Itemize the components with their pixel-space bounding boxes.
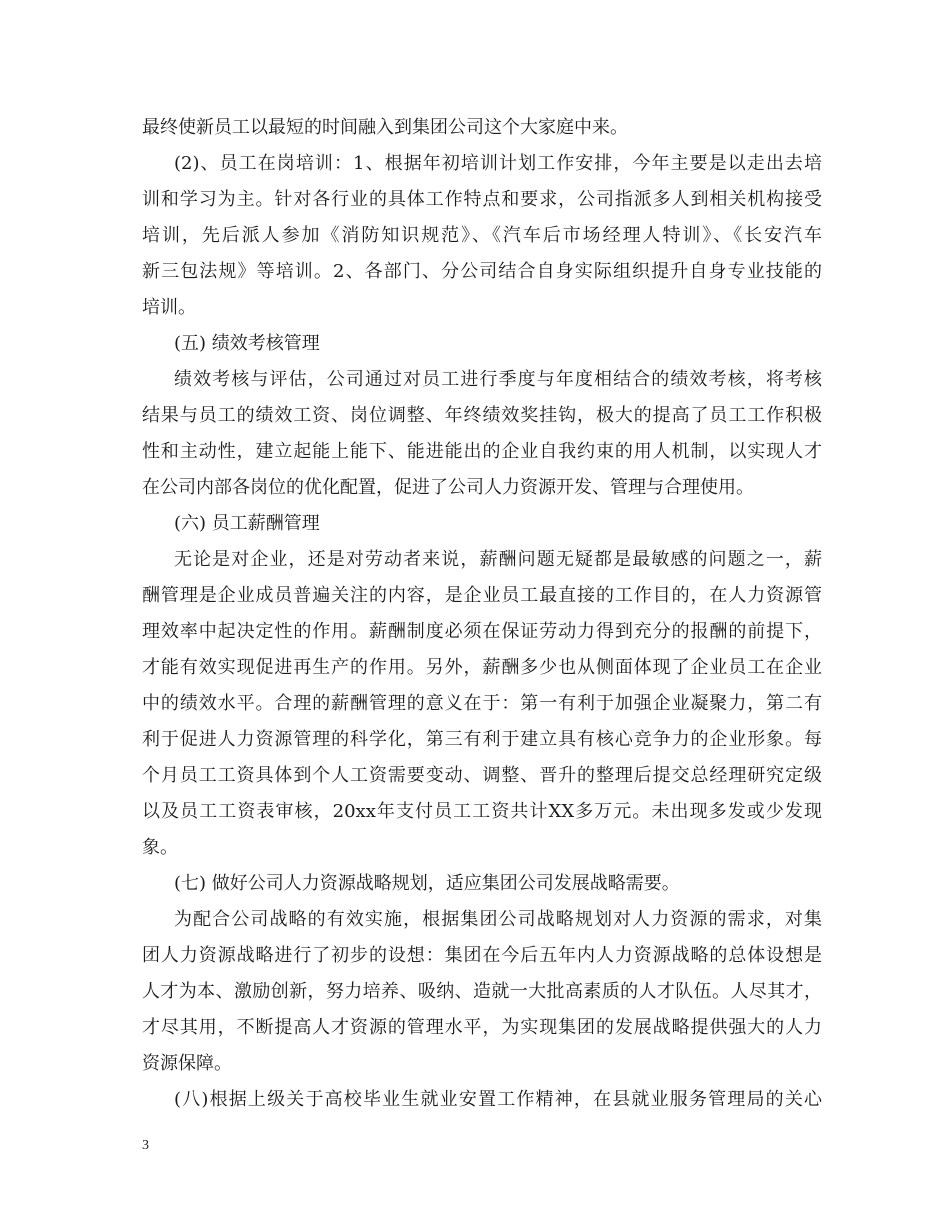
paragraph-line: 为配合公司战略的有效实施，根据集团公司战略规划对人力资源的需求，对集 [174, 909, 822, 930]
paragraph-line: 训和学习为主。针对各行业的具体工作特点和要求，公司指派多人到相关机构接受 [142, 189, 822, 210]
section-heading: (五) 绩效考核管理 [174, 333, 320, 354]
paragraph-line: 利于促进人力资源管理的科学化，第三有利于建立具有核心竞争力的企业形象。每 [142, 729, 822, 750]
paragraph-line: 绩效考核与评估，公司通过对员工进行季度与年度相结合的绩效考核，将考核 [174, 369, 822, 390]
document-body [142, 110, 822, 1118]
paragraph-line: 才能有效实现促进再生产的作用。另外，薪酬多少也从侧面体现了企业员工在企业 [142, 657, 822, 678]
paragraph-line: 培训。 [142, 297, 196, 318]
paragraph-line: 人才为本、激励创新，努力培养、吸纳、造就一大批高素质的人才队伍。人尽其才， [142, 981, 822, 1002]
paragraph-line: 结果与员工的绩效工资、岗位调整、年终绩效奖挂钩，极大的提高了员工工作积极 [142, 405, 822, 426]
paragraph-line: 资源保障。 [142, 1053, 232, 1074]
paragraph-line: 才尽其用，不断提高人才资源的管理水平，为实现集团的发展战略提供强大的人力 [142, 1017, 822, 1038]
paragraph-line: 培训，先后派人参加《消防知识规范》、《汽车后市场经理人特训》、《长安汽车 [142, 225, 822, 246]
section-heading: (六) 员工薪酬管理 [174, 513, 320, 534]
paragraph-line: (八)根据上级关于高校毕业生就业安置工作精神，在县就业服务管理局的关心 [174, 1089, 822, 1110]
paragraph-line: 理效率中起决定性的作用。薪酬制度必须在保证劳动力得到充分的报酬的前提下， [142, 621, 822, 642]
paragraph-line: 新三包法规》等培训。2、各部门、分公司结合自身实际组织提升自身专业技能的 [142, 261, 822, 282]
paragraph-line: 无论是对企业，还是对劳动者来说，薪酬问题无疑都是最敏感的问题之一，薪 [174, 549, 822, 570]
paragraph-line: 象。 [142, 837, 178, 858]
page-number: 3 [142, 1138, 149, 1153]
paragraph-line: 以及员工工资表审核，20xx年支付员工工资共计XX多万元。未出现多发或少发现 [142, 801, 822, 822]
paragraph-line: 团人力资源战略进行了初步的设想：集团在今后五年内人力资源战略的总体设想是 [142, 945, 822, 966]
paragraph-line: (2)、员工在岗培训：1、根据年初培训计划工作安排，今年主要是以走出去培 [174, 153, 822, 174]
paragraph-line: 中的绩效水平。合理的薪酬管理的意义在于：第一有利于加强企业凝聚力，第二有 [142, 693, 822, 714]
section-heading: (七) 做好公司人力资源战略规划，适应集团公司发展战略需要。 [174, 873, 680, 894]
paragraph-line: 最终使新员工以最短的时间融入到集团公司这个大家庭中来。 [142, 117, 628, 138]
paragraph-line: 个月员工工资具体到个人工资需要变动、调整、晋升的整理后提交总经理研究定级 [142, 765, 822, 786]
paragraph-line: 在公司内部各岗位的优化配置，促进了公司人力资源开发、管理与合理使用。 [142, 477, 754, 498]
paragraph-line: 酬管理是企业成员普遍关注的内容，是企业员工最直接的工作目的，在人力资源管 [142, 585, 822, 606]
paragraph-line: 性和主动性，建立起能上能下、能进能出的企业自我约束的用人机制，以实现人才 [142, 441, 822, 462]
